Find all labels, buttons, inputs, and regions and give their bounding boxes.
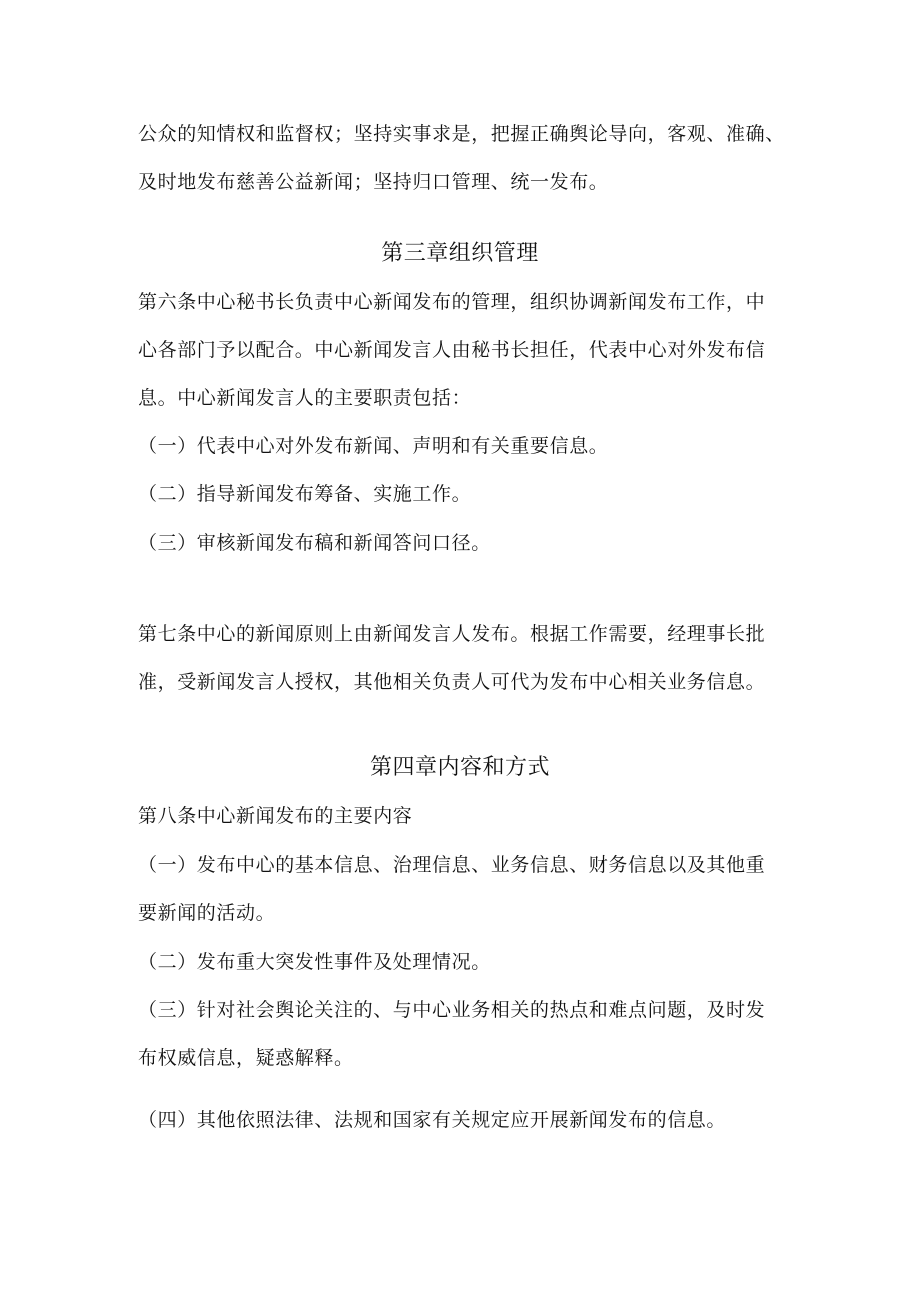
chapter-4-item-3-line-2: 布权威信息，疑惑解释。 — [138, 1047, 354, 1069]
chapter-4-item-1-line-1: （一）发布中心的基本信息、治理信息、业务信息、财务信息以及其他重 — [138, 854, 766, 876]
chapter-4-item-3-line-1: （三）针对社会舆论关注的、与中心业务相关的热点和难点问题，及时发 — [138, 999, 766, 1021]
intro-line-1: 公众的知情权和监督权；坚持实事求是，把握正确舆论导向，客观、准确、 — [138, 123, 785, 145]
intro-line-2: 及时地发布慈善公益新闻；坚持归口管理、统一发布。 — [138, 171, 609, 193]
article-7-line-2: 准，受新闻发言人授权，其他相关负责人可代为发布中心相关业务信息。 — [138, 671, 766, 693]
chapter-4-title: 第四章内容和方式 — [369, 755, 550, 780]
article-6-line-1: 第六条中心秘书长负责中心新闻发布的管理，组织协调新闻发布工作，中 — [138, 291, 766, 313]
chapter-4-item-1-line-2: 要新闻的活动。 — [138, 902, 276, 924]
chapter-3-item-2: （二）指导新闻发布筹备、实施工作。 — [138, 483, 472, 505]
article-6-line-2: 心各部门予以配合。中心新闻发言人由秘书长担任，代表中心对外发布信 — [138, 339, 766, 361]
article-8-heading: 第八条中心新闻发布的主要内容 — [138, 805, 413, 827]
chapter-4-item-2: （二）发布重大突发性事件及处理情况。 — [138, 951, 491, 973]
article-7-line-1: 第七条中心的新闻原则上由新闻发言人发布。根据工作需要，经理事长批 — [138, 623, 766, 645]
chapter-3-item-1: （一）代表中心对外发布新闻、声明和有关重要信息。 — [138, 435, 609, 457]
chapter-4-item-4: （四）其他依照法律、法规和国家有关规定应开展新闻发布的信息。 — [138, 1109, 727, 1131]
chapter-3-title: 第三章组织管理 — [381, 241, 539, 266]
article-6-line-3: 息。中心新闻发言人的主要职责包括： — [138, 387, 472, 409]
chapter-3-item-3: （三）审核新闻发布稿和新闻答问口径。 — [138, 532, 491, 554]
